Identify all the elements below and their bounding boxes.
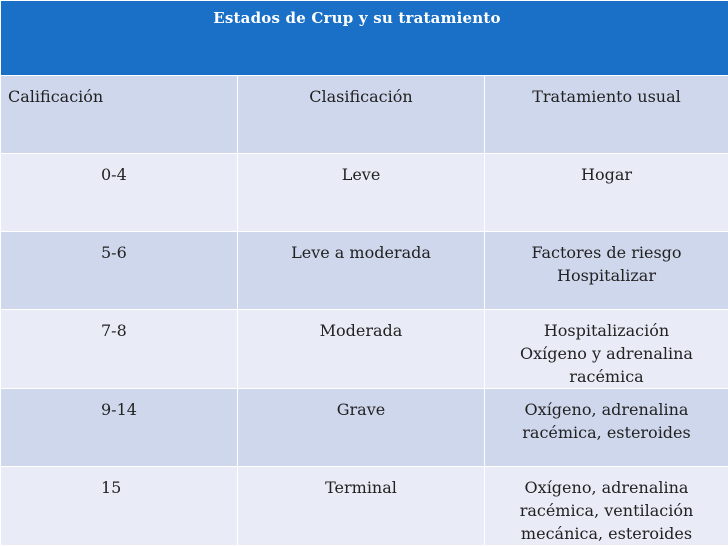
treatment-line: mecánica, esteroides [520, 524, 693, 543]
score-value: 15 [101, 478, 122, 497]
classification-value: Leve [341, 165, 381, 184]
treatment-line: Oxígeno y adrenalina [520, 344, 693, 363]
treatment-value [485, 232, 728, 287]
treatment-line: Factores de riesgo [531, 243, 682, 262]
title-cell [1, 1, 728, 76]
treatment-cell [485, 154, 728, 232]
classification-cell [238, 467, 485, 546]
score-cell [1, 467, 238, 546]
header-treatment: Tratamiento usual [532, 87, 681, 106]
table-row [1, 310, 728, 389]
treatment-line: Hospitalizar [557, 266, 656, 285]
classification-value: Terminal [325, 478, 397, 497]
header-score: Calificación [8, 87, 104, 106]
table-row [1, 232, 728, 310]
classification-cell [238, 154, 485, 232]
score-value: 9-14 [101, 400, 137, 419]
treatment-cell [485, 232, 728, 310]
classification-value: Leve a moderada [291, 243, 431, 262]
treatment-value [485, 310, 728, 388]
treatment-value [485, 154, 728, 186]
header-cell-treatment [485, 76, 728, 154]
treatment-line: racémica, esteroides [522, 423, 691, 442]
score-value: 7-8 [101, 321, 127, 340]
treatment-cell [485, 389, 728, 467]
classification-cell [238, 310, 485, 389]
header-classification: Clasificación [309, 87, 413, 106]
table-title: Estados de Crup y su tratamiento [213, 9, 501, 27]
classification-cell [238, 389, 485, 467]
treatment-line: racémica, ventilación [519, 501, 694, 520]
score-value: 0-4 [101, 165, 127, 184]
header-cell-classification [238, 76, 485, 154]
score-cell [1, 154, 238, 232]
classification-value: Grave [336, 400, 386, 419]
score-cell [1, 389, 238, 467]
treatment-line: Oxígeno, adrenalina [524, 478, 689, 497]
classification-value: Moderada [319, 321, 403, 340]
treatment-line: Oxígeno, adrenalina [524, 400, 689, 419]
treatment-line: Hospitalización [543, 321, 670, 340]
treatment-cell [485, 310, 728, 389]
header-row [1, 76, 728, 154]
treatment-value [485, 389, 728, 444]
score-cell [1, 232, 238, 310]
treatment-value [485, 467, 728, 545]
score-cell [1, 310, 238, 389]
classification-cell [238, 232, 485, 310]
score-value: 5-6 [101, 243, 127, 262]
treatment-cell [485, 467, 728, 546]
treatment-line: racémica [569, 367, 644, 386]
header-cell-score [1, 76, 238, 154]
table-row [1, 467, 728, 546]
table-row [1, 154, 728, 232]
treatment-line: Hogar [580, 165, 632, 184]
table-row [1, 389, 728, 467]
title-row [1, 1, 728, 76]
